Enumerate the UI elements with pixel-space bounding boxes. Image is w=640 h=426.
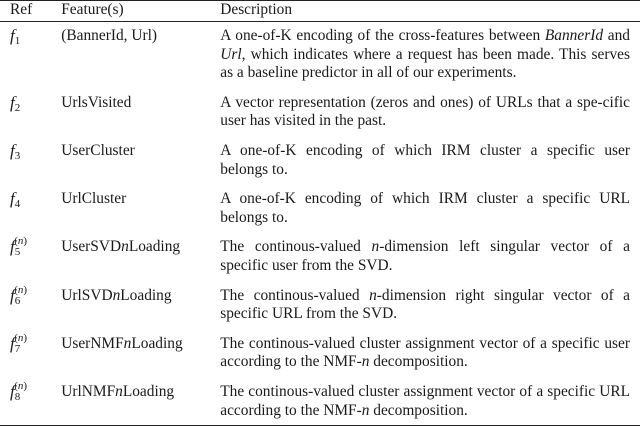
ref-symbol: f bbox=[10, 333, 15, 353]
ref-cell bbox=[0, 281, 61, 329]
feature-name-variable: n bbox=[112, 286, 121, 304]
ref-subscript: 2 bbox=[14, 101, 21, 114]
table-row bbox=[0, 184, 640, 232]
feature-name-suffix: Loading bbox=[128, 238, 181, 256]
ref-subscript: 6 bbox=[14, 294, 21, 307]
ref-subscript: 8 bbox=[14, 390, 21, 403]
table-header bbox=[0, 1, 640, 22]
ref-superscript: (n) bbox=[14, 379, 28, 392]
feature-cell bbox=[61, 88, 220, 136]
table-row bbox=[0, 88, 640, 136]
description-cell: A one-of-K encoding of the cross-features between BannerId and Url, which indicates where a request has been made. This serves as a baseline predictor in all of our experiments. bbox=[220, 27, 630, 82]
description-cell: The continous-valued cluster assignment vector of a specific user according to the NMF-n decomposition. bbox=[220, 334, 630, 371]
feature-name-variable: n bbox=[123, 334, 132, 352]
feature-cell bbox=[61, 329, 220, 377]
ref-cell bbox=[0, 136, 61, 184]
ref-symbol: f bbox=[10, 189, 15, 209]
ref-cell bbox=[0, 232, 61, 280]
ref-superscript: (n) bbox=[14, 283, 28, 296]
ref-symbol: f bbox=[10, 381, 15, 401]
description-cell: The continous-valued n-dimension right singular vector of a specific URL from the SVD. bbox=[220, 286, 631, 323]
ref-symbol: f bbox=[10, 237, 15, 257]
feature-name-prefix: UserSVD bbox=[61, 238, 122, 256]
feature-name-prefix: UrlSVD bbox=[61, 286, 113, 304]
feature-cell bbox=[61, 136, 220, 184]
ref-cell bbox=[0, 88, 61, 136]
ref-cell bbox=[0, 22, 61, 88]
feature-cell bbox=[61, 281, 220, 329]
feature-cell bbox=[61, 232, 220, 280]
table-row bbox=[0, 329, 640, 377]
ref-symbol: f bbox=[10, 140, 15, 160]
feature-cell bbox=[61, 377, 220, 426]
table-row bbox=[0, 22, 640, 88]
feature-name: UrlCluster bbox=[61, 190, 127, 208]
feature-name-prefix: UrlNMF bbox=[61, 382, 116, 400]
ref-symbol: f bbox=[10, 26, 15, 45]
feature-name-prefix: UserNMF bbox=[61, 334, 124, 352]
description-cell: The continous-valued cluster assignment vector of a specific URL according to the NMF-n decomposition. bbox=[220, 382, 630, 419]
header-ref: Ref bbox=[10, 1, 33, 18]
feature-name-suffix: Loading bbox=[122, 382, 175, 400]
feature-cell bbox=[61, 22, 220, 88]
header-row bbox=[0, 1, 640, 22]
ref-cell bbox=[0, 329, 61, 377]
ref-subscript: 4 bbox=[14, 198, 21, 211]
ref-symbol: f bbox=[10, 92, 15, 112]
ref-cell bbox=[0, 184, 61, 232]
ref-symbol: f bbox=[10, 285, 15, 305]
feature-name: (BannerId, Url) bbox=[61, 27, 157, 44]
feature-name-variable: n bbox=[115, 382, 123, 400]
ref-subscript: 5 bbox=[14, 246, 21, 259]
ref-superscript: (n) bbox=[14, 235, 28, 248]
table-row bbox=[0, 232, 640, 280]
feature-name-suffix: Loading bbox=[131, 334, 183, 352]
description-cell: A vector representation (zeros and ones) of URLs that a spe-cific user has visited in the past. bbox=[220, 93, 630, 130]
feature-cell bbox=[61, 184, 220, 232]
feature-name-variable: n bbox=[121, 238, 129, 256]
feature-name: UserCluster bbox=[61, 141, 135, 159]
feature-name-suffix: Loading bbox=[120, 286, 172, 304]
table-row bbox=[0, 281, 640, 329]
table-row bbox=[0, 377, 640, 426]
description-cell: A one-of-K encoding of which IRM cluster a specific URL belongs to. bbox=[220, 190, 630, 226]
description-cell: The continous-valued n-dimension left singular vector of a specific user from the SVD. bbox=[220, 238, 631, 274]
ref-cell bbox=[0, 377, 61, 426]
description-cell: A one-of-K encoding of which IRM cluster a specific user belongs to. bbox=[220, 141, 630, 178]
ref-subscript: 3 bbox=[14, 149, 21, 162]
ref-superscript: (n) bbox=[14, 331, 28, 344]
header-description: Description bbox=[220, 1, 293, 18]
ref-subscript: 7 bbox=[14, 342, 21, 355]
table-body bbox=[0, 22, 640, 426]
table-row bbox=[0, 136, 640, 184]
ref-subscript: 1 bbox=[14, 35, 21, 47]
header-features: Feature(s) bbox=[61, 1, 124, 18]
feature-name: UrlsVisited bbox=[61, 93, 132, 111]
